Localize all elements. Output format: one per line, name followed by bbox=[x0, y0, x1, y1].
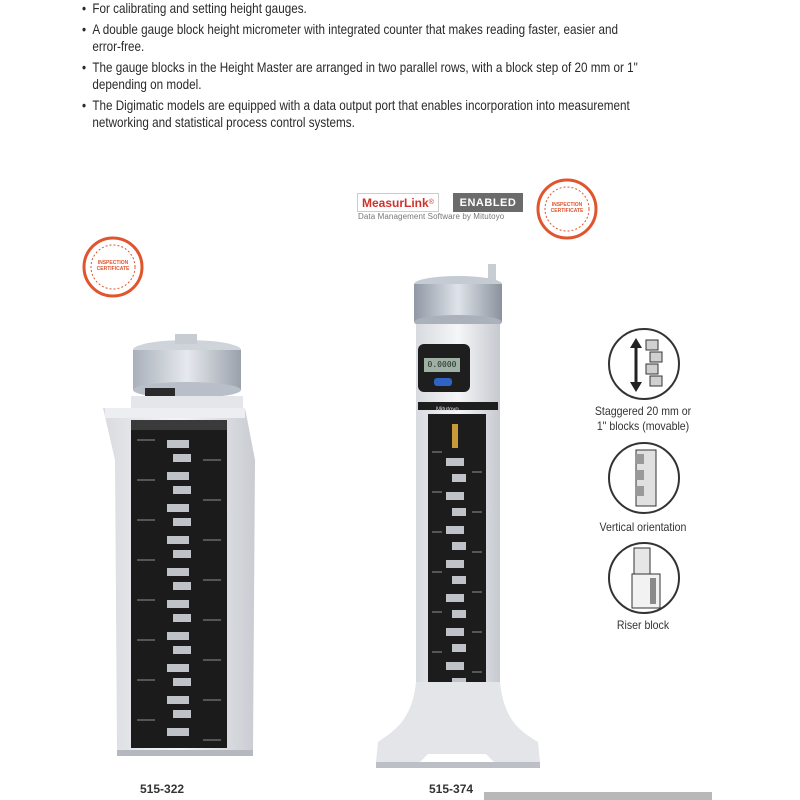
feature-vertical-orientation bbox=[600, 440, 690, 535]
height-master-515-322-image bbox=[95, 330, 265, 770]
badge-line2: CERTIFICATE bbox=[96, 266, 130, 272]
footer-bar bbox=[484, 792, 712, 800]
riser-block-icon bbox=[606, 540, 682, 616]
badge-line2: CERTIFICATE bbox=[550, 208, 584, 214]
model-number-515-322: 515-322 bbox=[140, 782, 185, 796]
vertical-orientation-icon bbox=[606, 440, 682, 516]
height-master-515-374-image bbox=[372, 262, 547, 772]
bullet-item: • The gauge blocks in the Height Master are arranged in two parallel rows, with a block step of 20 mm or 1" depending on model. bbox=[82, 59, 650, 93]
bullet-item: • A double gauge block height micrometer with integrated counter that makes reading faster, easier and error-free. bbox=[82, 21, 650, 55]
device-brand-label: Mitutoyo bbox=[436, 407, 459, 413]
feature-staggered-blocks bbox=[594, 326, 692, 434]
badge-line1: INSPECTION bbox=[97, 260, 129, 266]
feature-label: Vertical orientation bbox=[599, 520, 687, 534]
measurlink-logo: MeasurLink ® ENABLED bbox=[357, 193, 523, 211]
measurlink-subtitle: Data Management Software by Mitutoyo bbox=[358, 212, 505, 221]
feature-bullet-list bbox=[82, 0, 650, 135]
bullet-item: • For calibrating and setting height gauges. bbox=[82, 0, 650, 17]
feature-riser-block bbox=[600, 540, 690, 633]
feature-label: Staggered 20 mm or 1" blocks (movable) bbox=[594, 404, 692, 433]
model-number-515-374: 515-374 bbox=[429, 782, 474, 796]
bullet-item: • The Digimatic models are equipped with a data output port that enables incorporation into measurement networking and statistical process control systems. bbox=[82, 97, 650, 131]
measurlink-enabled-tag: ENABLED bbox=[453, 193, 523, 212]
badge-line1: INSPECTION bbox=[551, 202, 583, 208]
measurlink-brand: MeasurLink bbox=[362, 195, 429, 210]
inspection-certificate-badge bbox=[536, 178, 598, 240]
inspection-certificate-badge bbox=[82, 236, 144, 298]
counter-readout: 0.0000 bbox=[427, 360, 457, 369]
staggered-blocks-icon bbox=[606, 326, 682, 402]
feature-label: Riser block bbox=[616, 618, 670, 632]
